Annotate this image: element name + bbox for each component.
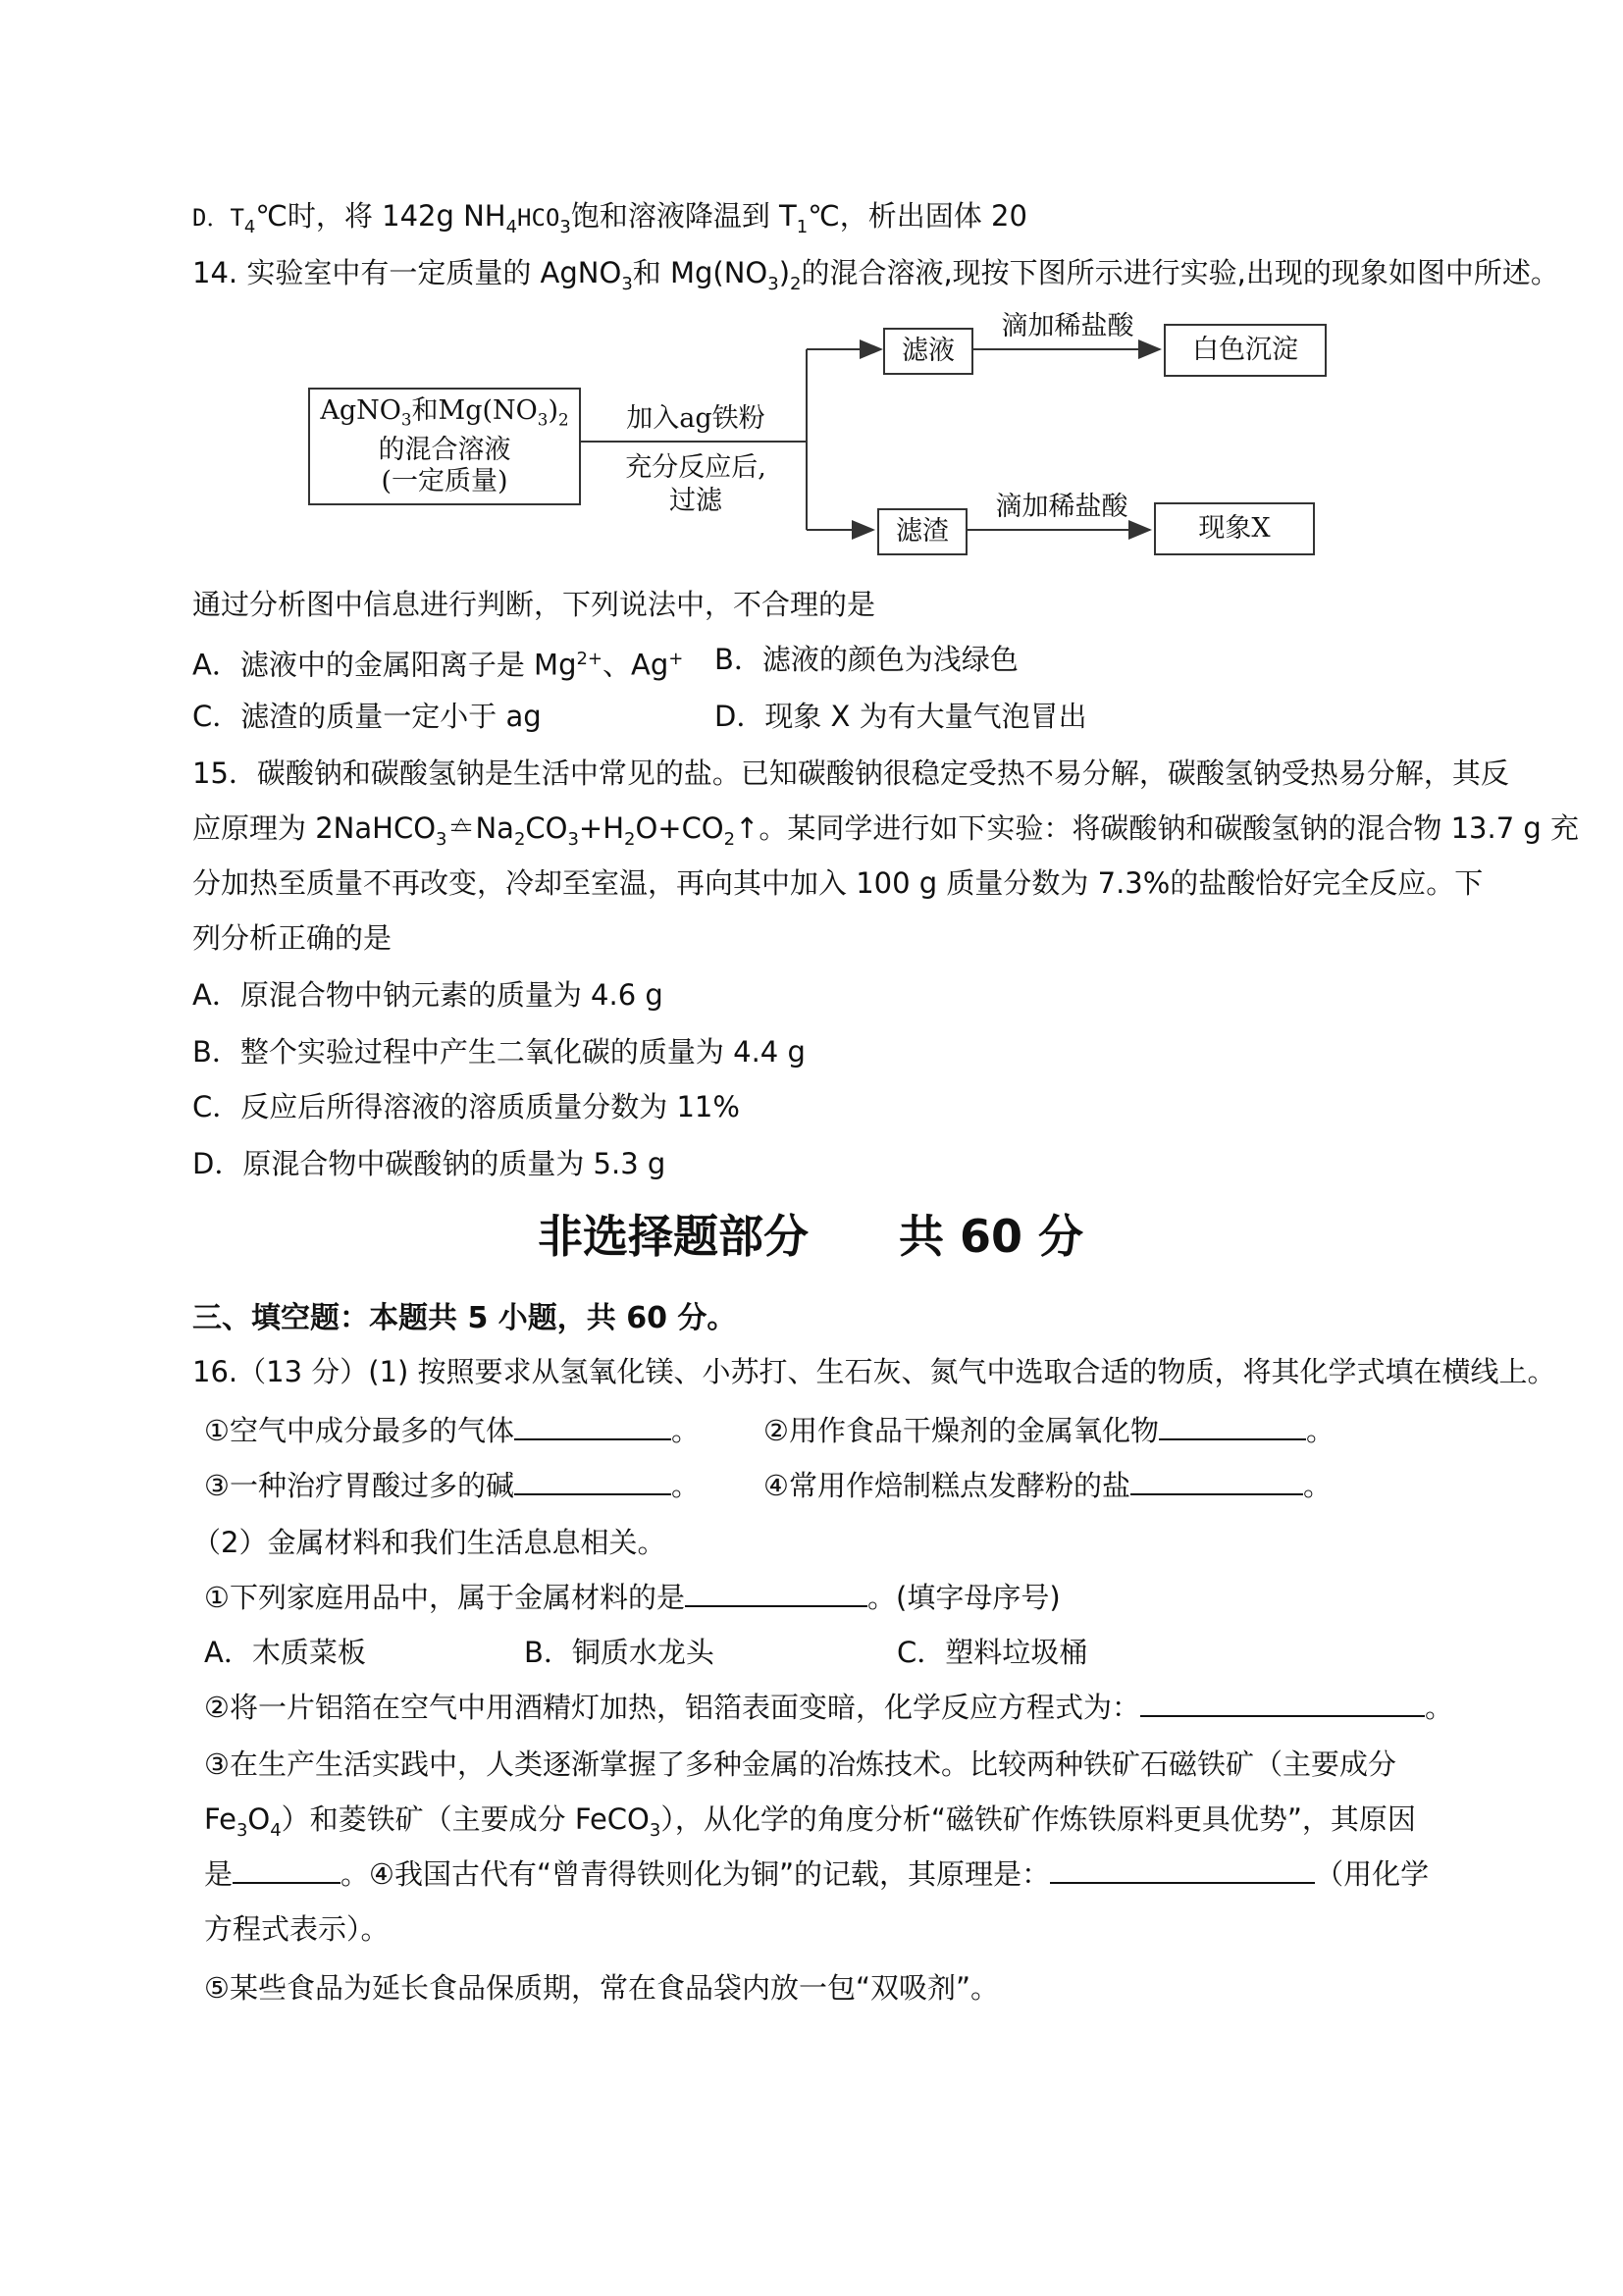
- start-line-2: 的混合溶液: [378, 435, 511, 466]
- q16-item-2: ②用作食品干燥剂的金属氧化物 。: [763, 1414, 1335, 1447]
- q16-sub-1: ①下列家庭用品中，属于金属材料的是 。(填字母序号): [204, 1581, 1061, 1614]
- q16-item-3: ③一种治疗胃酸过多的碱 。: [204, 1469, 701, 1502]
- q15-line-2: 应原理为 2NaHCO$_3$△ $=Na_2CO_3+H_2O+CO_2↑$。某同学进行如下实验：将碳酸钠和碳酸氢钠的混合物 13.7 g 充: [192, 809, 1579, 860]
- q15-option-a: A．原混合物中钠元素的质量为 4.6 g: [192, 978, 663, 1012]
- q14-question: 通过分析图中信息进行判断，下列说法中，不合理的是: [192, 588, 876, 621]
- q16-option-c: C．塑料垃圾桶: [897, 1636, 1088, 1669]
- start-line-3: (一定质量): [381, 466, 508, 497]
- blank-sub-1[interactable]: [685, 1580, 867, 1607]
- q14-option-a: A．滤液中的金属阳离子是 $Mg^{2+}$、Ag+: [192, 648, 684, 682]
- label-add-hcl-bottom: 滴加稀盐酸: [995, 492, 1128, 522]
- label-react-filter-2: 过滤: [669, 486, 722, 516]
- blank-sub-4[interactable]: [1050, 1856, 1315, 1884]
- q15-option-d: D．原混合物中碳酸钠的质量为 5.3 g: [192, 1147, 666, 1180]
- q14-option-d: D．现象 X 为有大量气泡冒出: [714, 700, 1087, 733]
- q16-sub-3-line-2: $Fe_3O_4$）和菱铁矿（主要成分 FeCO$_3$），从化学的角度分析“磁铁矿作炼铁原料更具优势”，其原因: [204, 1802, 1416, 1841]
- blank-item-2[interactable]: [1159, 1413, 1306, 1440]
- part-three-heading: 三、填空题：本题共 5 小题，共 60 分。: [192, 1301, 737, 1335]
- q14-stem: 14. 实验室中有一定质量的 AgNO$_3$和 $Mg(NO_3)_2$的混合溶液,现按下图所示进行实验,出现的现象如图中所述。: [192, 256, 1559, 294]
- residue-box: 滤渣: [877, 508, 968, 555]
- q16-item-1: ①空气中成分最多的气体 。: [204, 1414, 701, 1447]
- q16-sub-3-line-3: 是 。④我国古代有“曾青得铁则化为铜”的记载，其原理是： （用化学: [204, 1857, 1430, 1891]
- q16-sub-3-line-4: 方程式表示）。: [204, 1912, 390, 1946]
- phenomenon-x-box: 现象X: [1154, 502, 1315, 555]
- q15-option-c: C．反应后所得溶液的溶质质量分数为 11%: [192, 1090, 740, 1123]
- blank-item-3[interactable]: [514, 1468, 671, 1495]
- blank-sub-3[interactable]: [233, 1856, 340, 1884]
- q16-sub-2: ②将一片铝箔在空气中用酒精灯加热，铝箔表面变暗，化学反应方程式为： 。: [204, 1691, 1454, 1724]
- q15-line-1: 15．碳酸钠和碳酸氢钠是生活中常见的盐。已知碳酸钠很稳定受热不易分解，碳酸氢钠受热易分解，其反: [192, 757, 1509, 790]
- label-add-iron: 加入ag铁粉: [626, 403, 765, 434]
- section-title: 非选择题部分 共 60 分: [538, 1210, 1084, 1263]
- q15-option-b: B．整个实验过程中产生二氧化碳的质量为 4.4 g: [192, 1035, 806, 1069]
- q13-option-d: D．$T_4℃$时，将 142g $NH_4HCO_3$饱和溶液降温到 $T_1℃$，析出固体 20: [192, 199, 1027, 237]
- q14-option-c: C．滤渣的质量一定小于 ag: [192, 700, 542, 733]
- q16-option-a: A．木质菜板: [204, 1636, 366, 1669]
- blank-item-4[interactable]: [1130, 1468, 1303, 1495]
- q16-sub-5: ⑤某些食品为延长食品保质期，常在食品袋内放一包“双吸剂”。: [204, 1971, 1000, 2005]
- q15-line-4: 列分析正确的是: [192, 921, 393, 955]
- blank-sub-2[interactable]: [1140, 1690, 1425, 1717]
- q16-line-1: 16.（13 分）(1) 按照要求从氢氧化镁、小苏打、生石灰、氮气中选取合适的物质，将其化学式填在横线上。: [192, 1355, 1556, 1388]
- label-add-hcl-top: 滴加稀盐酸: [1001, 311, 1134, 341]
- q15-line-3: 分加热至质量不再改变，冷却至室温，再向其中加入 100 g 质量分数为 7.3%的盐酸恰好完全反应。下: [192, 866, 1484, 900]
- start-solution-box: [308, 388, 581, 505]
- start-line-1: AgNO$_3$和$Mg(NO_3)_2$: [320, 394, 569, 430]
- label-react-filter-1: 充分反应后,: [625, 452, 766, 483]
- q16-part-2: （2）金属材料和我们生活息息相关。: [192, 1526, 666, 1559]
- flow-arrows: [0, 0, 1623, 589]
- q16-item-4: ④常用作焙制糕点发酵粉的盐 。: [763, 1469, 1333, 1502]
- q16-option-b: B．铜质水龙头: [524, 1636, 714, 1669]
- q16-sub-3-line-1: ③在生产生活实践中，人类逐渐掌握了多种金属的冶炼技术。比较两种铁矿石磁铁矿（主要成分: [204, 1748, 1396, 1781]
- white-precipitate-box: 白色沉淀: [1164, 324, 1327, 377]
- filtrate-box: 滤液: [883, 328, 973, 375]
- blank-item-1[interactable]: [514, 1413, 671, 1440]
- q14-option-b: B．滤液的颜色为浅绿色: [714, 643, 1019, 676]
